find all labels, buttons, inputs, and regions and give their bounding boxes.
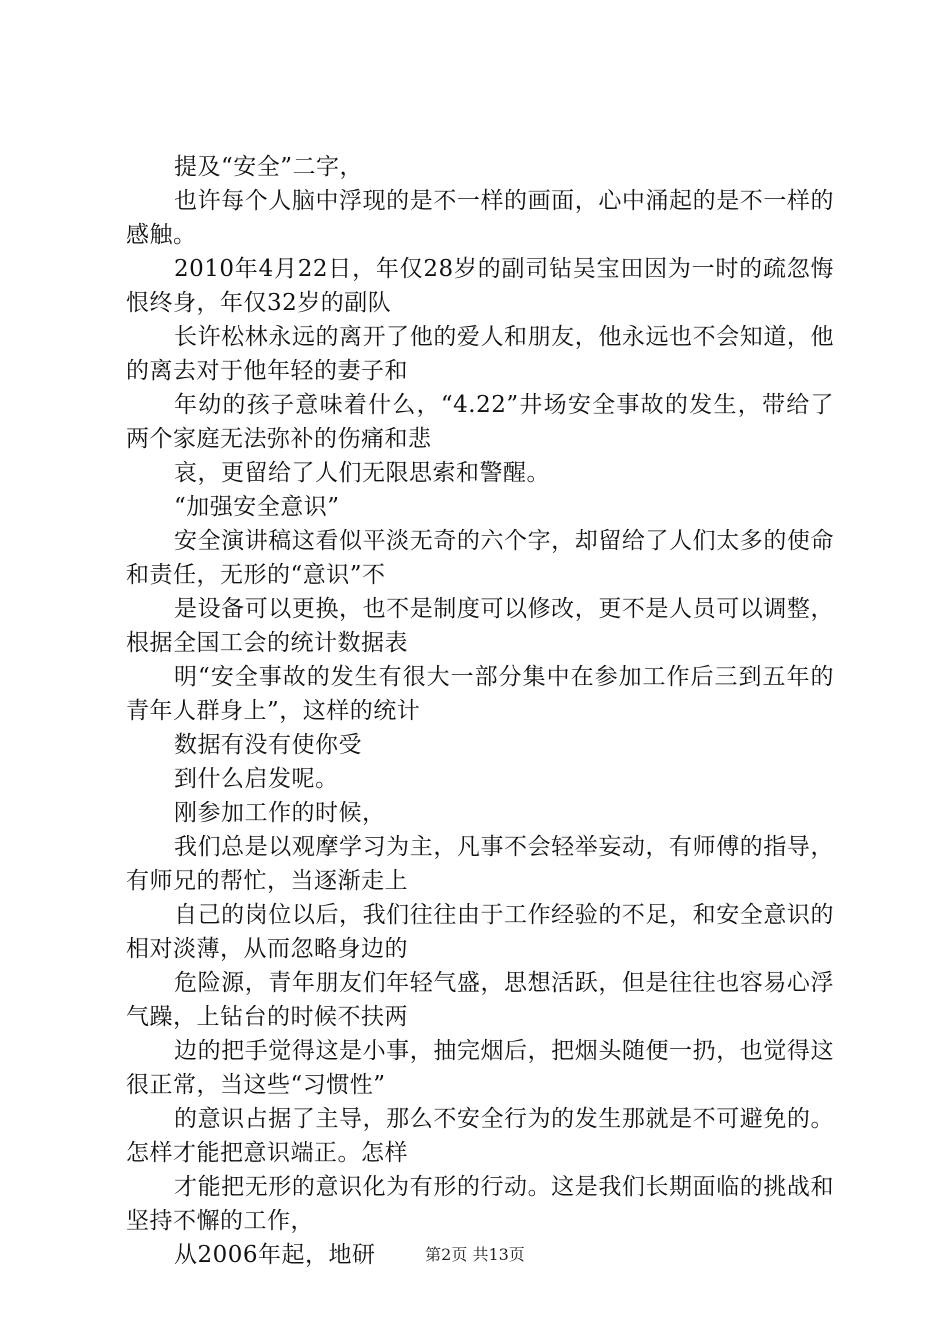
paragraph: 安全演讲稿这看似平淡无奇的六个字，却留给了人们太多的使命和责任，无形的“意识”不 bbox=[126, 528, 834, 588]
paragraph: 边的把手觉得这是小事，抽完烟后，把烟头随便一扔，也觉得这很正常，当这些“习惯性” bbox=[126, 1038, 834, 1098]
document-body bbox=[126, 150, 834, 1272]
paragraph: 刚参加工作的时候， bbox=[174, 800, 386, 826]
paragraph: 到什么启发呢。 bbox=[174, 766, 339, 792]
paragraph: 的意识占据了主导，那么不安全行为的发生那就是不可避免的。怎样才能把意识端正。怎样 bbox=[126, 1106, 834, 1166]
paragraph: 危险源，青年朋友们年轻气盛，思想活跃，但是往往也容易心浮气躁，上钻台的时候不扶两 bbox=[126, 970, 834, 1030]
paragraph: 自己的岗位以后，我们往往由于工作经验的不足，和安全意识的相对淡薄，从而忽略身边的 bbox=[126, 902, 834, 962]
paragraph: 明“安全事故的发生有很大一部分集中在参加工作后三到五年的青年人群身上”，这样的统计 bbox=[126, 664, 834, 724]
page-footer: 第2页 共13页 bbox=[425, 1245, 525, 1264]
paragraph: 是设备可以更换，也不是制度可以修改，更不是人员可以调整，根据全国工会的统计数据表 bbox=[126, 596, 834, 656]
paragraph: 才能把无形的意识化为有形的行动。这是我们长期面临的挑战和坚持不懈的工作， bbox=[126, 1174, 834, 1234]
paragraph: 也许每个人脑中浮现的是不一样的画面，心中涌起的是不一样的感触。 bbox=[126, 188, 834, 248]
paragraph: 数据有没有使你受 bbox=[174, 732, 362, 758]
paragraph: 长许松林永远的离开了他的爱人和朋友，他永远也不会知道，他的离去对于他年轻的妻子和 bbox=[126, 324, 834, 384]
paragraph: 2010年4月22日，年仅28岁的副司钻吴宝田因为一时的疏忽悔恨终身，年仅32岁的副队 bbox=[126, 256, 834, 316]
paragraph: 年幼的孩子意味着什么，“4.22”井场安全事故的发生，带给了两个家庭无法弥补的伤痛和悲 bbox=[126, 392, 834, 452]
paragraph: 哀，更留给了人们无限思索和警醒。 bbox=[174, 460, 550, 486]
paragraph: 我们总是以观摩学习为主，凡事不会轻举妄动，有师傅的指导，有师兄的帮忙，当逐渐走上 bbox=[126, 834, 834, 894]
paragraph: 提及“安全”二字， bbox=[174, 154, 364, 180]
paragraph: “加强安全意识” bbox=[174, 494, 340, 520]
paragraph: 从2006年起，地研 bbox=[174, 1242, 376, 1268]
